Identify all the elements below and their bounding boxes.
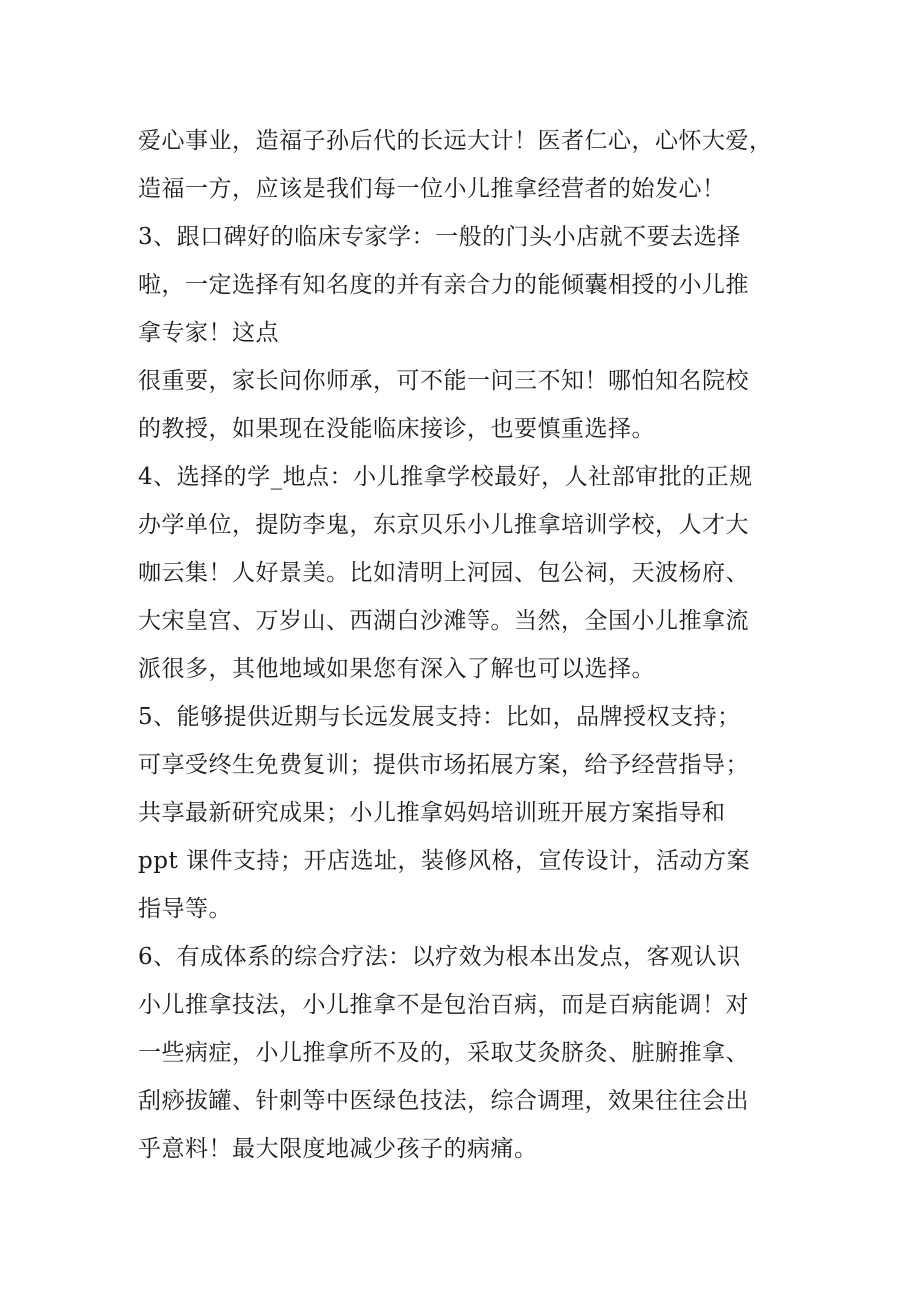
text-line: 爱心事业，造福子孙后代的长远大计！医者仁心，心怀大爱， bbox=[138, 128, 773, 154]
text-line: 办学单位，提防李鬼，东京贝乐小儿推拿培训学校，人才大 bbox=[138, 512, 749, 538]
text-line: 共享最新研究成果；小儿推拿妈妈培训班开展方案指导和 bbox=[138, 800, 726, 826]
text-line: 刮痧拔罐、针刺等中医绿色技法，综合调理，效果往往会出 bbox=[138, 1088, 749, 1114]
text-line: ppt 课件支持；开店选址，装修风格，宣传设计，活动方案 bbox=[138, 848, 750, 874]
text-line: 的教授，如果现在没能临床接诊，也要慎重选择。 bbox=[138, 416, 655, 442]
text-line: 小儿推拿技法，小儿推拿不是包治百病，而是百病能调！对 bbox=[138, 992, 749, 1018]
text-line: 指导等。 bbox=[138, 896, 232, 922]
text-line: 乎意料！最大限度地减少孩子的病痛。 bbox=[138, 1136, 538, 1162]
text-line: 3、跟口碑好的临床专家学：一般的门头小店就不要去选择 bbox=[138, 224, 741, 250]
text-line: 4、选择的学_地点：小儿推拿学校最好，人社部审批的正规 bbox=[138, 464, 753, 490]
text-line: 造福一方，应该是我们每一位小儿推拿经营者的始发心！ bbox=[138, 176, 726, 202]
text-line: 拿专家！这点 bbox=[138, 320, 279, 346]
text-line: 派很多，其他地域如果您有深入了解也可以选择。 bbox=[138, 656, 655, 682]
text-line: 6、有成体系的综合疗法：以疗效为根本出发点，客观认识 bbox=[138, 944, 741, 970]
document-body bbox=[138, 117, 798, 1173]
text-line: 咖云集！人好景美。比如清明上河园、包公祠，天波杨府、 bbox=[138, 560, 749, 586]
text-line: 大宋皇宫、万岁山、西湖白沙滩等。当然，全国小儿推拿流 bbox=[138, 608, 749, 634]
text-line: 5、能够提供近期与长远发展支持：比如，品牌授权支持； bbox=[138, 704, 741, 730]
text-line: 啦，一定选择有知名度的并有亲合力的能倾囊相授的小儿推 bbox=[138, 272, 749, 298]
text-line: 可享受终生免费复训；提供市场拓展方案，给予经营指导； bbox=[138, 752, 749, 778]
text-line: 很重要，家长问你师承，可不能一问三不知！哪怕知名院校 bbox=[138, 368, 749, 394]
text-line: 一些病症，小儿推拿所不及的，采取艾灸脐灸、脏腑推拿、 bbox=[138, 1040, 749, 1066]
